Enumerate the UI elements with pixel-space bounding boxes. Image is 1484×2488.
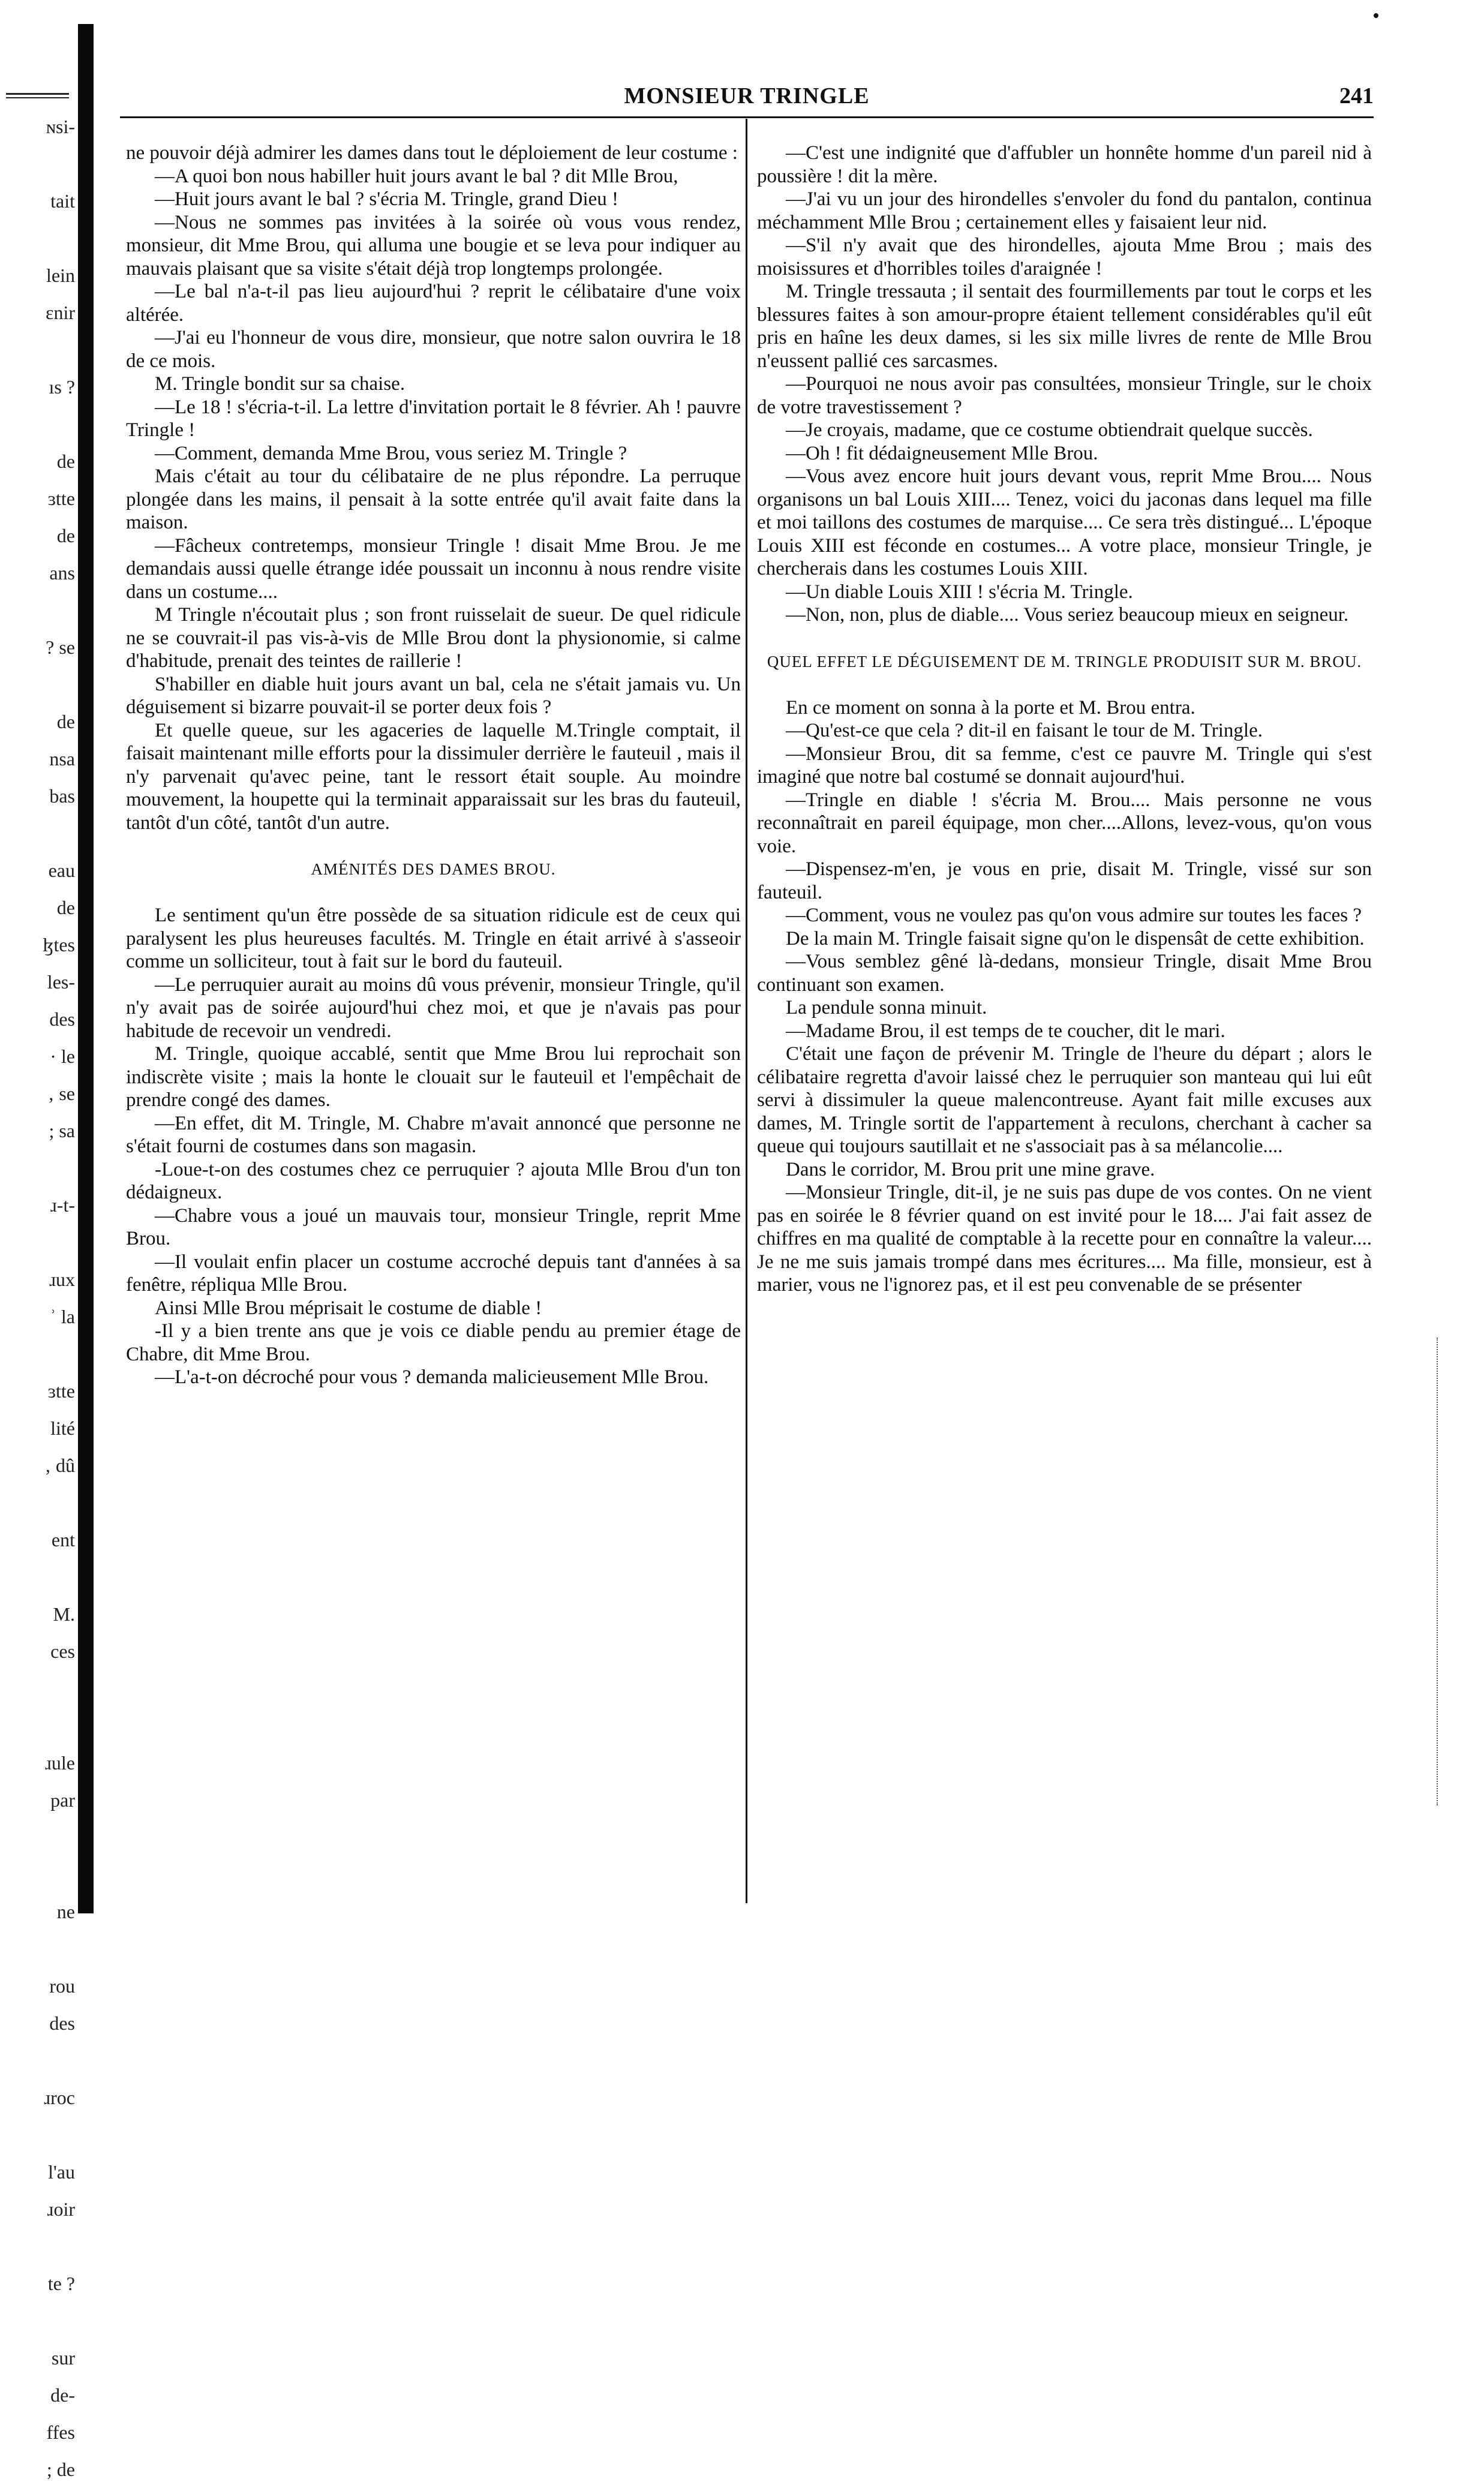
fragment (0, 1558, 75, 1595)
fragment: ent (51, 1529, 75, 1551)
running-title: MONSIEUR TRINGLE (624, 83, 870, 109)
paragraph: S'habiller en diable huit jours avant un bal, cela ne s'était jamais vu. Un déguisement si bizarre pouvait-il se porter deux fois ? (126, 673, 741, 718)
paragraph: De la main M. Tringle faisait signe qu'on le dispensât de cette exhibition. (786, 927, 1365, 949)
fragment: de (56, 897, 75, 918)
paragraph: —Dispensez-m'en, je vous en prie, disait M. Tringle, vissé sur son fauteuil. (757, 858, 1372, 903)
fragment: de (56, 711, 75, 732)
fragment (0, 1707, 75, 1744)
fragment (0, 405, 75, 443)
paragraph: —J'ai vu un jour des hirondelles s'envoler du fond du pantalon, continua méchamment Mlle Brou ; certainement elles y faisaient leur nid. (757, 188, 1372, 233)
fragment (0, 1819, 75, 1856)
paragraph: Ainsi Mlle Brou méprisait le costume de diable ! (155, 1297, 542, 1319)
paragraph: Dans le corridor, M. Brou prit une mine grave. (786, 1158, 1155, 1180)
fragment: de (56, 525, 75, 546)
adjacent-page-rule (6, 93, 69, 98)
paragraph: —Vous avez encore huit jours devant vous, reprit Mme Brou.... Nous organisons un bal Louis XIII.... Tenez, voici du jaconas dans lequel ma fille et moi taillons des costumes de marquise.... Ce sera très distingué... L'époque Louis XIII est féconde en costumes... A votre place, monsieur Tringle, je chercherais dans les costumes Louis XIII. (757, 465, 1372, 579)
fragment: · le (50, 1045, 75, 1067)
fragment: ‚ se (47, 1083, 75, 1104)
paragraph: —Comment, vous ne voulez pas qu'on vous admire sur toutes les faces ? (786, 905, 1362, 926)
paragraph: —L'a-t-on décroché pour vous ? demanda malicieusement Mlle Brou. (155, 1366, 709, 1388)
paragraph: —J'ai eu l'honneur de vous dire, monsieur, que notre salon ouvrira le 18 de ce mois. (126, 327, 741, 372)
left-column (126, 142, 741, 1911)
fragment: ne (56, 1901, 75, 1922)
fragment: rou (49, 1975, 75, 1997)
fragment (0, 331, 75, 368)
page-number: 241 (1339, 83, 1374, 109)
paragraph: —Comment, demanda Mme Brou, vous seriez M. Tringle ? (155, 442, 627, 464)
fragment: des (49, 1008, 75, 1030)
paragraph: —Non, non, plus de diable.... Vous seriez beaucoup mieux en seigneur. (786, 604, 1349, 626)
paragraph: —Tringle en diable ! s'écria M. Brou.... Mais personne ne vous reconnaîtrait en pareil équipage, mon cher....Allons, levez-vous, qu'on vous voie. (757, 789, 1372, 857)
paragraph: —A quoi bon nous habiller huit jours avant le bal ? dit Mlle Brou, (155, 165, 678, 187)
fragment: ɜtte (47, 1380, 75, 1402)
paragraph: —Monsieur Brou, dit sa femme, c'est ce pauvre M. Tringle qui s'est imaginé que notre bal costumé se donnait aujourd'hui. (757, 743, 1372, 788)
paragraph: —Pourquoi ne nous avoir pas consultées, monsieur Tringle, sur le choix de votre travestissement ? (757, 373, 1372, 418)
paragraph: -Loue-t-on des costumes chez ce perruquier ? ajouta Mlle Brou d'un ton dédaigneux. (126, 1158, 741, 1203)
fragment: tait (50, 190, 75, 212)
paragraph: En ce moment on sonna à la porte et M. Brou entra. (786, 696, 1195, 719)
paragraph: —Le perruquier aurait au moins dû vous prévenir, monsieur Tringle, qu'il n'y avait pas de soirée aujourd'hui chez moi, et que je n'avais pas pour habitude de recevoir un vendredi. (126, 973, 741, 1042)
right-column (757, 142, 1372, 1911)
fragment (0, 666, 75, 703)
fragment: nsa (49, 748, 75, 770)
fragment: ans (49, 562, 75, 584)
fragment: bas (49, 785, 75, 807)
fragment: ɹux (49, 1269, 75, 1290)
paragraph: Mais c'était au tour du célibataire de ne plus répondre. La perruque plongée dans les mains, il pensait à la sotte entrée qu'il avait faite dans la maison. (126, 465, 741, 533)
paragraph: M. Tringle bondit sur sa chaise. (155, 373, 405, 395)
column-divider (746, 119, 747, 1903)
fragment: de (56, 450, 75, 472)
fragment (0, 2042, 75, 2079)
paragraph: Et quelle queue, sur les agaceries de laquelle M.Tringle comptait, il faisait maintenant mille efforts pour la dissimuler derrière le fauteuil , mais il n'y parvenait qu'avec peine, tant le ressort était souple. Au moindre mouvement, la houpette qui la terminait apparaissait sur les bras du fauteuil, tantôt d'un côté, tantôt d'un autre. (126, 719, 741, 834)
paragraph: C'était une façon de prévenir M. Tringle de l'heure du départ ; alors le célibataire regretta d'avoir laissé chez le perruquier son manteau qui lui eût servi à dissimuler la queue malencontreuse. Ayant fait mille excuses aux dames, M. Tringle sortit de l'appartement à reculons, cherchant à cacher sa queue qui toujours sautillait et ne s'associait pas à sa mélancolie.... (757, 1043, 1372, 1157)
fragment (0, 220, 75, 257)
section-heading: QUEL EFFET LE DÉGUISEMENT DE M. TRINGLE PRODUISIT SUR M. BROU. (767, 652, 1362, 671)
fragment: sur (51, 2347, 75, 2369)
paragraph: —Oh ! fit dédaigneusement Mlle Brou. (786, 442, 1098, 464)
paragraph: —Chabre vous a joué un mauvais tour, monsieur Tringle, reprit Mme Brou. (126, 1204, 741, 1249)
paragraph: Le sentiment qu'un être possède de sa situation ridicule est de ceux qui paralysent les plus heureuses facultés. M. Tringle en était arrivé à s'asseoir comme un solliciteur, tout à fait sur le bord du fauteuil. (126, 905, 741, 972)
fragment: ıs ? (49, 376, 75, 398)
paragraph: M. Tringle tressauta ; il sentait des fourmillements par tout le corps et les blessures faites à son amour-propre étaient tellement considérables qu'il eût pris en haîne les deux dames, si les six mille livres de rente de Mlle Brou n'eussent pallié ces sarcasmes. (757, 281, 1372, 372)
fragment: des (49, 2012, 75, 2034)
fragment (0, 815, 75, 852)
paragraph: —Je croyais, madame, que ce costume obtiendrait quelque succès. (786, 419, 1313, 441)
fragment: te ? (47, 2273, 75, 2294)
fragment: ɜtte (47, 488, 75, 509)
binding-gutter (78, 24, 94, 1913)
ink-speck (1374, 13, 1378, 18)
fragment (0, 2116, 75, 2153)
paragraph: —S'il n'y avait que des hirondelles, ajouta Mme Brou ; mais des moisissures et d'horribles toiles d'araignée ! (757, 235, 1372, 280)
fragment: M. (53, 1603, 75, 1625)
adjacent-page-fragments (0, 108, 75, 2488)
fragment: eau (48, 860, 75, 881)
paragraph: —Nous ne sommes pas invitées à la soirée où vous vous rendez, monsieur, dit Mme Brou, qui alluma une bougie et se leva pour indiquer au mauvais plaisant que sa visite s'était déjà trop longtemps prolongée. (126, 211, 741, 280)
fragment (0, 2302, 75, 2339)
fragment: ɴsi- (46, 116, 75, 137)
fragment: ‚ dû (44, 1455, 75, 1476)
fragment (0, 1484, 75, 1521)
paragraph: M Tringle n'écoutait plus ; son front ruisselait de sueur. De quel ridicule ne se couvrait-il pas vis-à-vis de Mlle Brou dont la physionomie, si calme d'habitude, prenait des teintes de raillerie ! (126, 604, 741, 672)
paragraph: —Un diable Louis XIII ! s'écria M. Tringle. (786, 581, 1133, 603)
page-header (120, 83, 1374, 119)
fragment: lein (46, 265, 75, 286)
fragment: l'au (48, 2161, 75, 2183)
paragraph: La pendule sonna minuit. (786, 997, 987, 1018)
fragment (0, 1224, 75, 1261)
header-rule (120, 116, 1374, 118)
paragraph: —Fâcheux contretemps, monsieur Tringle ! disait Mme Brou. Je me demandais aussi quelle étrange idée poussait un inconnu à nous rendre visite dans un costume.... (126, 534, 741, 603)
paragraph: —En effet, dit M. Tringle, M. Chabre m'avait annoncé que personne ne s'était fourni de costumes dans son magasin. (126, 1112, 741, 1157)
fragment (0, 591, 75, 629)
paragraph: —Madame Brou, il est temps de te coucher, dit le mari. (786, 1020, 1225, 1042)
paragraph: ne pouvoir déjà admirer les dames dans tout le déploiement de leur costume : (126, 142, 738, 164)
fragment (0, 1149, 75, 1186)
paragraph: —Le 18 ! s'écria-t-il. La lettre d'invitation portait le 8 février. Ah ! pauvre Tringle ! (126, 396, 741, 441)
fragment: ɹroc (44, 2087, 75, 2108)
fragment: ? se (46, 636, 75, 658)
scan-edge-mark (1437, 1338, 1444, 1805)
fragment: ffes (46, 2421, 75, 2443)
fragment: lité (50, 1417, 75, 1439)
fragment: ; sa (49, 1120, 75, 1141)
fragment: ɹule (45, 1752, 75, 1774)
fragment (0, 1335, 75, 1372)
fragment: ; de (46, 2459, 75, 2480)
fragment: ces (50, 1640, 75, 1662)
fragment (0, 2228, 75, 2265)
fragment (0, 1856, 75, 1893)
fragment: par (50, 1789, 75, 1811)
fragment (0, 1670, 75, 1707)
paragraph: M. Tringle, quoique accablé, sentit que Mme Brou lui reprochait son indiscrète visite ; mais la honte le clouait sur le fauteuil et l'empêchait de prendre congé des dames. (126, 1043, 741, 1111)
fragment (0, 145, 75, 182)
paragraph: —Vous semblez gêné là-dedans, monsieur Tringle, disait Mme Brou continuant son examen. (757, 951, 1372, 996)
fragment: ɹoir (47, 2198, 75, 2220)
fragment: ɛnir (46, 302, 75, 323)
paragraph: —Qu'est-ce que cela ? dit-il en faisant le tour de M. Tringle. (786, 720, 1263, 741)
paragraph: —Le bal n'a-t-il pas lieu aujourd'hui ? reprit le célibataire d'une voix altérée. (126, 281, 741, 326)
fragment: ɹ-t- (50, 1194, 75, 1216)
paragraph: —C'est une indignité que d'affubler un honnête homme d'un pareil nid à poussière ! dit la mère. (757, 142, 1372, 187)
paragraph: —Monsieur Tringle, dit-il, je ne suis pas dupe de vos contes. On ne vient pas en soirée le 8 février quand on est invité pour le 18.... J'ai fait assez de chiffres en ma qualité de comptable à la recette pour en connaître la valeur.... Je ne me suis jamais trompé dans mes écritures.... Ma fille, monsieur, est à marier, vous ne l'ignorez pas, et il est peu convenable de se présenter (757, 1182, 1372, 1296)
fragment: de- (50, 2384, 75, 2406)
paragraph: —Il voulait enfin placer un costume accroché depuis tant d'années à sa fenêtre, répliqua Mlle Brou. (126, 1251, 741, 1296)
section-heading: AMÉNITÉS DES DAMES BROU. (311, 860, 556, 878)
paragraph: —Huit jours avant le bal ? s'écria M. Tringle, grand Dieu ! (155, 188, 619, 210)
fragment (0, 1930, 75, 1967)
fragment: les- (47, 971, 75, 993)
paragraph: -Il y a bien trente ans que je vois ce diable pendu au premier étage de Chabre, dit Mme Brou. (126, 1320, 741, 1365)
fragment: ɮtes (42, 934, 75, 955)
fragment: ʾ la (50, 1306, 75, 1327)
